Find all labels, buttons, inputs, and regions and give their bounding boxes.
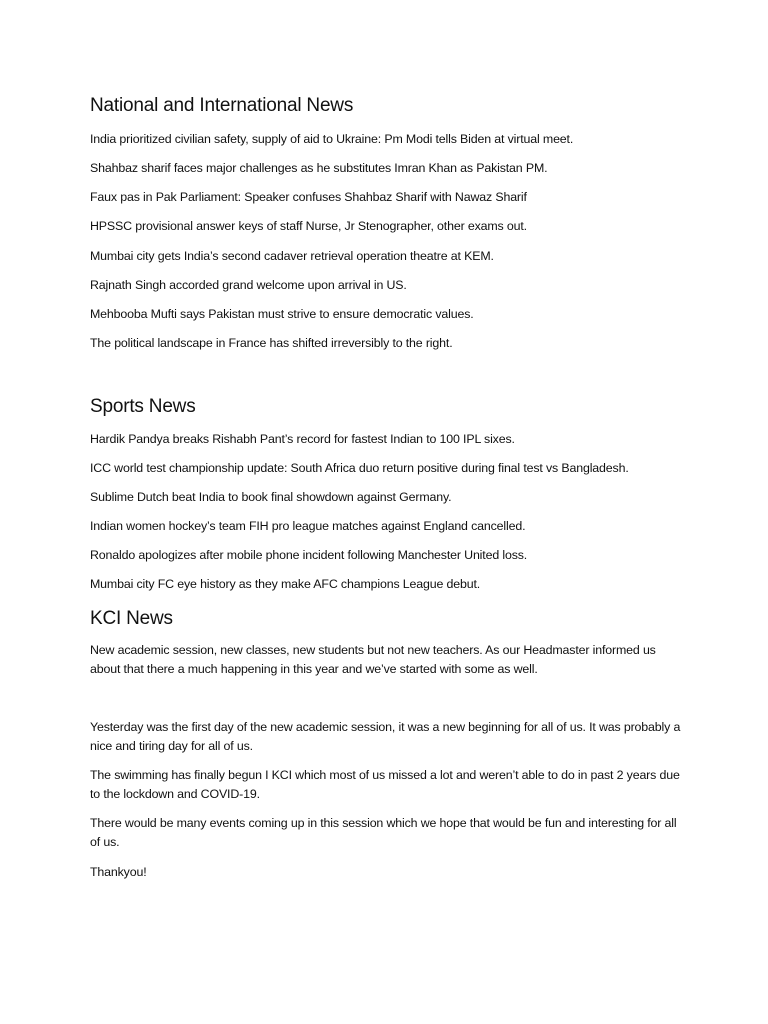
- national-news-item: Mumbai city gets India’s second cadaver retrieval operation theatre at KEM.: [90, 249, 494, 263]
- sports-news-item: Mumbai city FC eye history as they make AFC champions League debut.: [90, 577, 481, 591]
- national-news-item: Faux pas in Pak Parliament: Speaker confuses Shahbaz Sharif with Nawaz Sharif: [90, 190, 527, 204]
- sports-news-item: Hardik Pandya breaks Rishabh Pant’s record for fastest Indian to 100 IPL sixes.: [90, 432, 515, 446]
- sports-news-item: Indian women hockey’s team FIH pro league matches against England cancelled.: [90, 519, 526, 533]
- closing-text: Thankyou!: [90, 865, 147, 879]
- national-news-item: Shahbaz sharif faces major challenges as he substitutes Imran Khan as Pakistan PM.: [90, 161, 548, 175]
- kci-paragraph: The swimming has finally begun I KCI which most of us missed a lot and weren’t able to do in past 2 years due to the lockdown and COVID-19.: [90, 768, 680, 801]
- sports-news-item: Ronaldo apologizes after mobile phone incident following Manchester United loss.: [90, 548, 528, 562]
- sports-news-item: Sublime Dutch beat India to book final showdown against Germany.: [90, 490, 452, 504]
- national-news-item: The political landscape in France has shifted irreversibly to the right.: [90, 336, 453, 350]
- kci-news-heading: KCI News: [90, 608, 173, 629]
- kci-paragraph: New academic session, new classes, new students but not new teachers. As our Headmaster informed us about that there a much happening in this year and we’ve started with some as well.: [90, 643, 656, 676]
- national-news-item: Mehbooba Mufti says Pakistan must strive to ensure democratic values.: [90, 307, 474, 321]
- sports-news-heading: Sports News: [90, 396, 196, 417]
- national-news-item: India prioritized civilian safety, supply of aid to Ukraine: Pm Modi tells Biden at virtual meet.: [90, 132, 574, 146]
- kci-paragraph: Yesterday was the first day of the new academic session, it was a new beginning for all of us. It was probably a nice and tiring day for all of us.: [90, 720, 681, 753]
- sports-news-item: ICC world test championship update: South Africa duo return positive during final test vs Bangladesh.: [90, 461, 629, 475]
- national-news-item: Rajnath Singh accorded grand welcome upon arrival in US.: [90, 278, 407, 292]
- national-news-heading: National and International News: [90, 95, 354, 116]
- national-news-item: HPSSC provisional answer keys of staff Nurse, Jr Stenographer, other exams out.: [90, 219, 527, 233]
- kci-paragraph: There would be many events coming up in this session which we hope that would be fun and interesting for all of us.: [90, 816, 677, 849]
